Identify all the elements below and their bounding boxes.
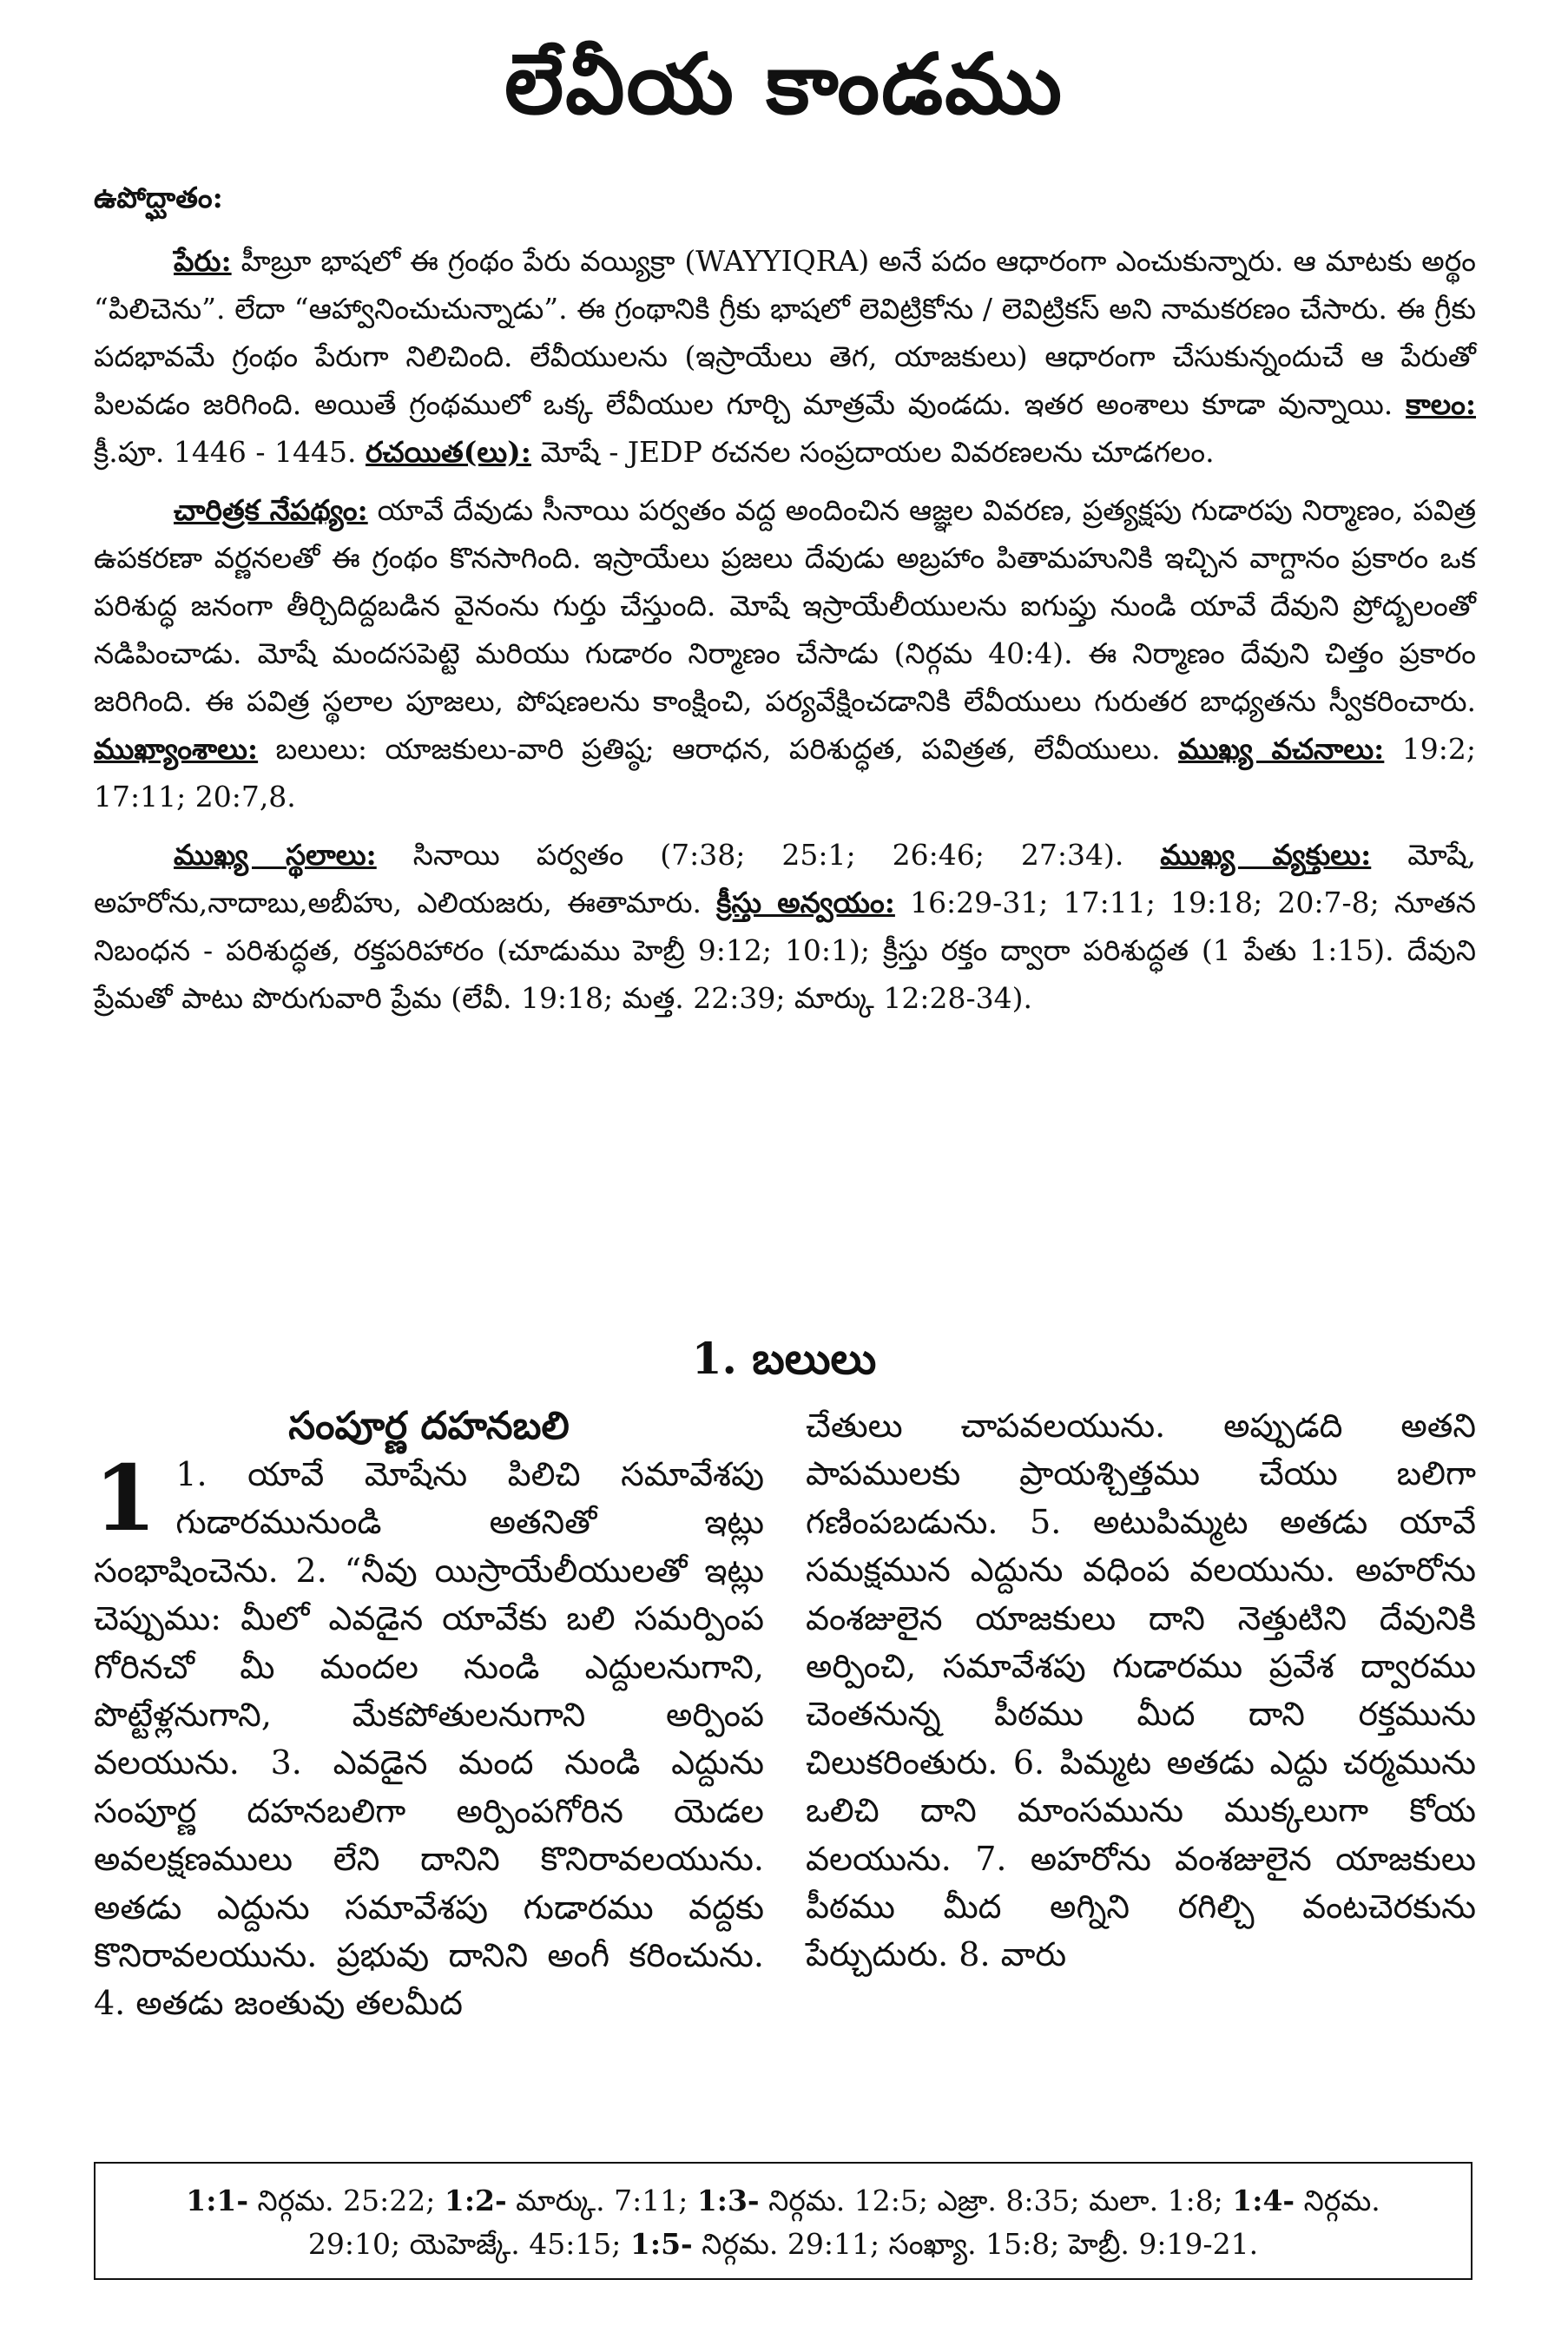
label-key-people: ముఖ్య వ్యక్తులు: — [1160, 838, 1372, 872]
authors-text: మోషే - JEDP రచనల సంప్రదాయల వివరణలను చూడగలం. — [530, 435, 1215, 469]
xref-ref: 1:2- — [444, 2184, 507, 2217]
xref-ref: 1:3- — [696, 2184, 760, 2217]
introduction — [94, 174, 1476, 1032]
key-people-text: మోషే, అహరోను,నాదాబు,అబీహు, ఎలియజరు, ఈతామారు. — [94, 838, 1477, 919]
xref-text: 29:10; యెహెజ్కే. 45:15; — [307, 2227, 630, 2261]
cross-reference-line — [122, 2179, 1445, 2223]
label-key-themes: ముఖ్యాంశాలు: — [94, 732, 259, 766]
cross-reference-line — [122, 2223, 1445, 2266]
label-period: కాలం: — [1406, 387, 1476, 421]
xref-ref: 1:5- — [629, 2227, 693, 2261]
historical-background-text: యావే దేవుడు సీనాయి పర్వతం వద్ద అందించిన ఆజ్ఞల వివరణ, ప్రత్యక్షపు గుడారపు నిర్మాణం, పవిత్ర ఉపకరణా వర్ణనలతో ఈ గ్రంథం కొనసాగింది. ఇస్రాయేలు ప్రజలు దేవుడు అబ్రహాం పితామహునికి ఇచ్చిన వాగ్దానం ప్రకారం ఒక పరిశుద్ధ జనంగా తీర్చిదిద్దబడిన వైనంను గుర్తు చేస్తుంది. మోషే ఇస్రాయేలీయులను ఐగుప్తు నుండి యావే దేవుని ప్రోద్బలంతో నడిపించాడు. మోషే మందసపెట్టె మరియు గుడారం నిర్మాణం చేసాడు (నిర్గమ 40:4). ఈ నిర్మాణం దేవుని చిత్తం ప్రకారం జరిగింది. ఈ పవిత్ర స్థలాల పూజలు, పోషణలను కాంక్షించి, పర్యవేక్షించడానికి లేవీయులు గురుతర బాధ్యతను స్వీకరించారు. — [94, 493, 1476, 718]
label-historical-background: చారిత్రక నేపథ్యం: — [174, 493, 368, 527]
xref-text: నిర్గమ. 12:5; ఎజ్రా. 8:35; మలా. 1:8; — [759, 2184, 1233, 2217]
right-column — [806, 1402, 1476, 1980]
left-column-text: 1. యావే మోషేను పిలిచి సమావేశపు గుడారమునుండి అతనితో ఇట్లు సంభాషించెను. 2. “నీవు యిస్రాయేలీయులతో ఇట్లు చెప్పుము: మీలో ఎవడైన యావేకు బలి సమర్పింప గోరినచో మీ మందల నుండి ఎద్దులనుగాని, పొట్టేళ్లనుగాని, మేకపోతులనుగాని అర్పింప వలయును. 3. ఎవడైన మంద నుండి ఎద్దును సంపూర్ణ దహనబలిగా అర్పింపగోరిన యెడల అవలక్షణములు లేని దానిని కొనిరావలయును. అతడు ఎద్దును సమావేశపు గుడారము వద్దకు కొనిరావలయును. ప్రభువు దానిని అంగీ కరించును. 4. అతడు జంతువు తలమీద — [94, 1455, 764, 2023]
label-christ-application: క్రీస్తు అన్వయం: — [716, 886, 895, 919]
name-text: హీబ్రూ భాషలో ఈ గ్రంథం పేరు వయ్యిక్రా (WAYYIQRA) అనే పదం ఆధారంగా ఎంచుకున్నారు. ఆ మాటకు అర్థం “పిలిచెను”. లేదా “ఆహ్వానించుచున్నాడు”. ఈ గ్రంథానికి గ్రీకు భాషలో లెవిట్రికోను / లెవిట్రికస్ అని నామకరణం చేసారు. ఈ గ్రీకు పదభావమే గ్రంథం పేరుగా నిలిచింది. లేవీయులను (ఇస్రాయేలు తెగ, యాజకులు) ఆధారంగా చేసుకున్నందుచే ఆ పేరుతో పిలవడం జరిగింది. అయితే గ్రంథములో ఒక్క లేవీయుల గూర్చి మాత్రమే వుండదు. ఇతర అంశాలు కూడా వున్నాయి. — [94, 244, 1476, 421]
label-authors: రచయిత(లు): — [365, 435, 531, 469]
key-themes-text: బలులు: యాజకులు-వారి ప్రతిష్ఠ; ఆరాధన, పరిశుద్ధత, పవిత్రత, లేవీయులు. — [258, 732, 1179, 766]
label-key-verses: ముఖ్య వచనాలు: — [1178, 732, 1385, 766]
section-title: 1. బలులు — [691, 1333, 877, 1384]
left-column — [94, 1402, 764, 2028]
cross-reference-box — [94, 2162, 1472, 2280]
intro-paragraph-background — [94, 486, 1476, 820]
label-name: పేరు: — [174, 244, 232, 278]
xref-text: మార్కు. 7:11; — [506, 2184, 697, 2217]
intro-paragraph-places — [94, 831, 1476, 1022]
christ-application-text: 16:29-31; 17:11; 19:18; 20:7-8; నూతన నిబంధన - పరిశుద్ధత, రక్తపరిహారం (చూడుము హెబ్రీ 9:12; 10:1); క్రీస్తు రక్తం ద్వారా పరిశుద్ధత (1 పేతు 1:15). దేవుని ప్రేమతో పాటు పొరుగువారి ప్రేమ (లేవీ. 19:18; మత్త. 22:39; మార్కు 12:28-34). — [94, 886, 1476, 1015]
label-key-places: ముఖ్య స్థలాలు: — [174, 838, 377, 872]
xref-text: నిర్గమ. 25:22; — [248, 2184, 445, 2217]
intro-paragraph-name — [94, 237, 1476, 476]
chapter-number: 1 — [94, 1445, 157, 1552]
period-text: క్రీ.పూ. 1446 - 1445. — [94, 435, 366, 469]
intro-heading: ఉపోద్ఘాతం: — [94, 181, 223, 214]
book-title: లేవీయ కాండము — [504, 35, 1064, 133]
xref-text: నిర్గమ. — [1295, 2184, 1380, 2217]
right-column-text: చేతులు చాపవలయును. అప్పుడది అతని పాపములకు ప్రాయశ్చిత్తము చేయు బలిగా గణింపబడును. 5. అటుపిమ్మట అతడు యావే సమక్షమున ఎద్దును వధింప వలయును. అహరోను వంశజులైన యాజకులు దాని నెత్తుటిని దేవునికి అర్పించి, సమావేశపు గుడారము ప్రవేశ ద్వారము చెంతనున్న పీఠము మీద దాని రక్తమును చిలుకరింతురు. 6. పిమ్మట అతడు ఎద్దు చర్మమును ఒలిచి దాని మాంసమును ముక్కలుగా కోయ వలయును. 7. అహరోను వంశజులైన యాజకులు పీఠము మీద అగ్నిని రగిల్చి వంటచెరకును పేర్చుదురు. 8. వారు — [806, 1407, 1476, 1974]
key-places-text: సినాయి పర్వతం (7:38; 25:1; 26:46; 27:34). — [376, 838, 1161, 872]
key-verses-text: 19:2; 17:11; 20:7,8. — [94, 732, 1476, 814]
subsection-title: సంపూర్ణ దహనబలి — [288, 1404, 570, 1448]
xref-ref: 1:1- — [186, 2184, 249, 2217]
xref-text: నిర్గమ. 29:11; సంఖ్యా. 15:8; హెబ్రీ. 9:19-21. — [692, 2227, 1259, 2261]
xref-ref: 1:4- — [1232, 2184, 1295, 2217]
